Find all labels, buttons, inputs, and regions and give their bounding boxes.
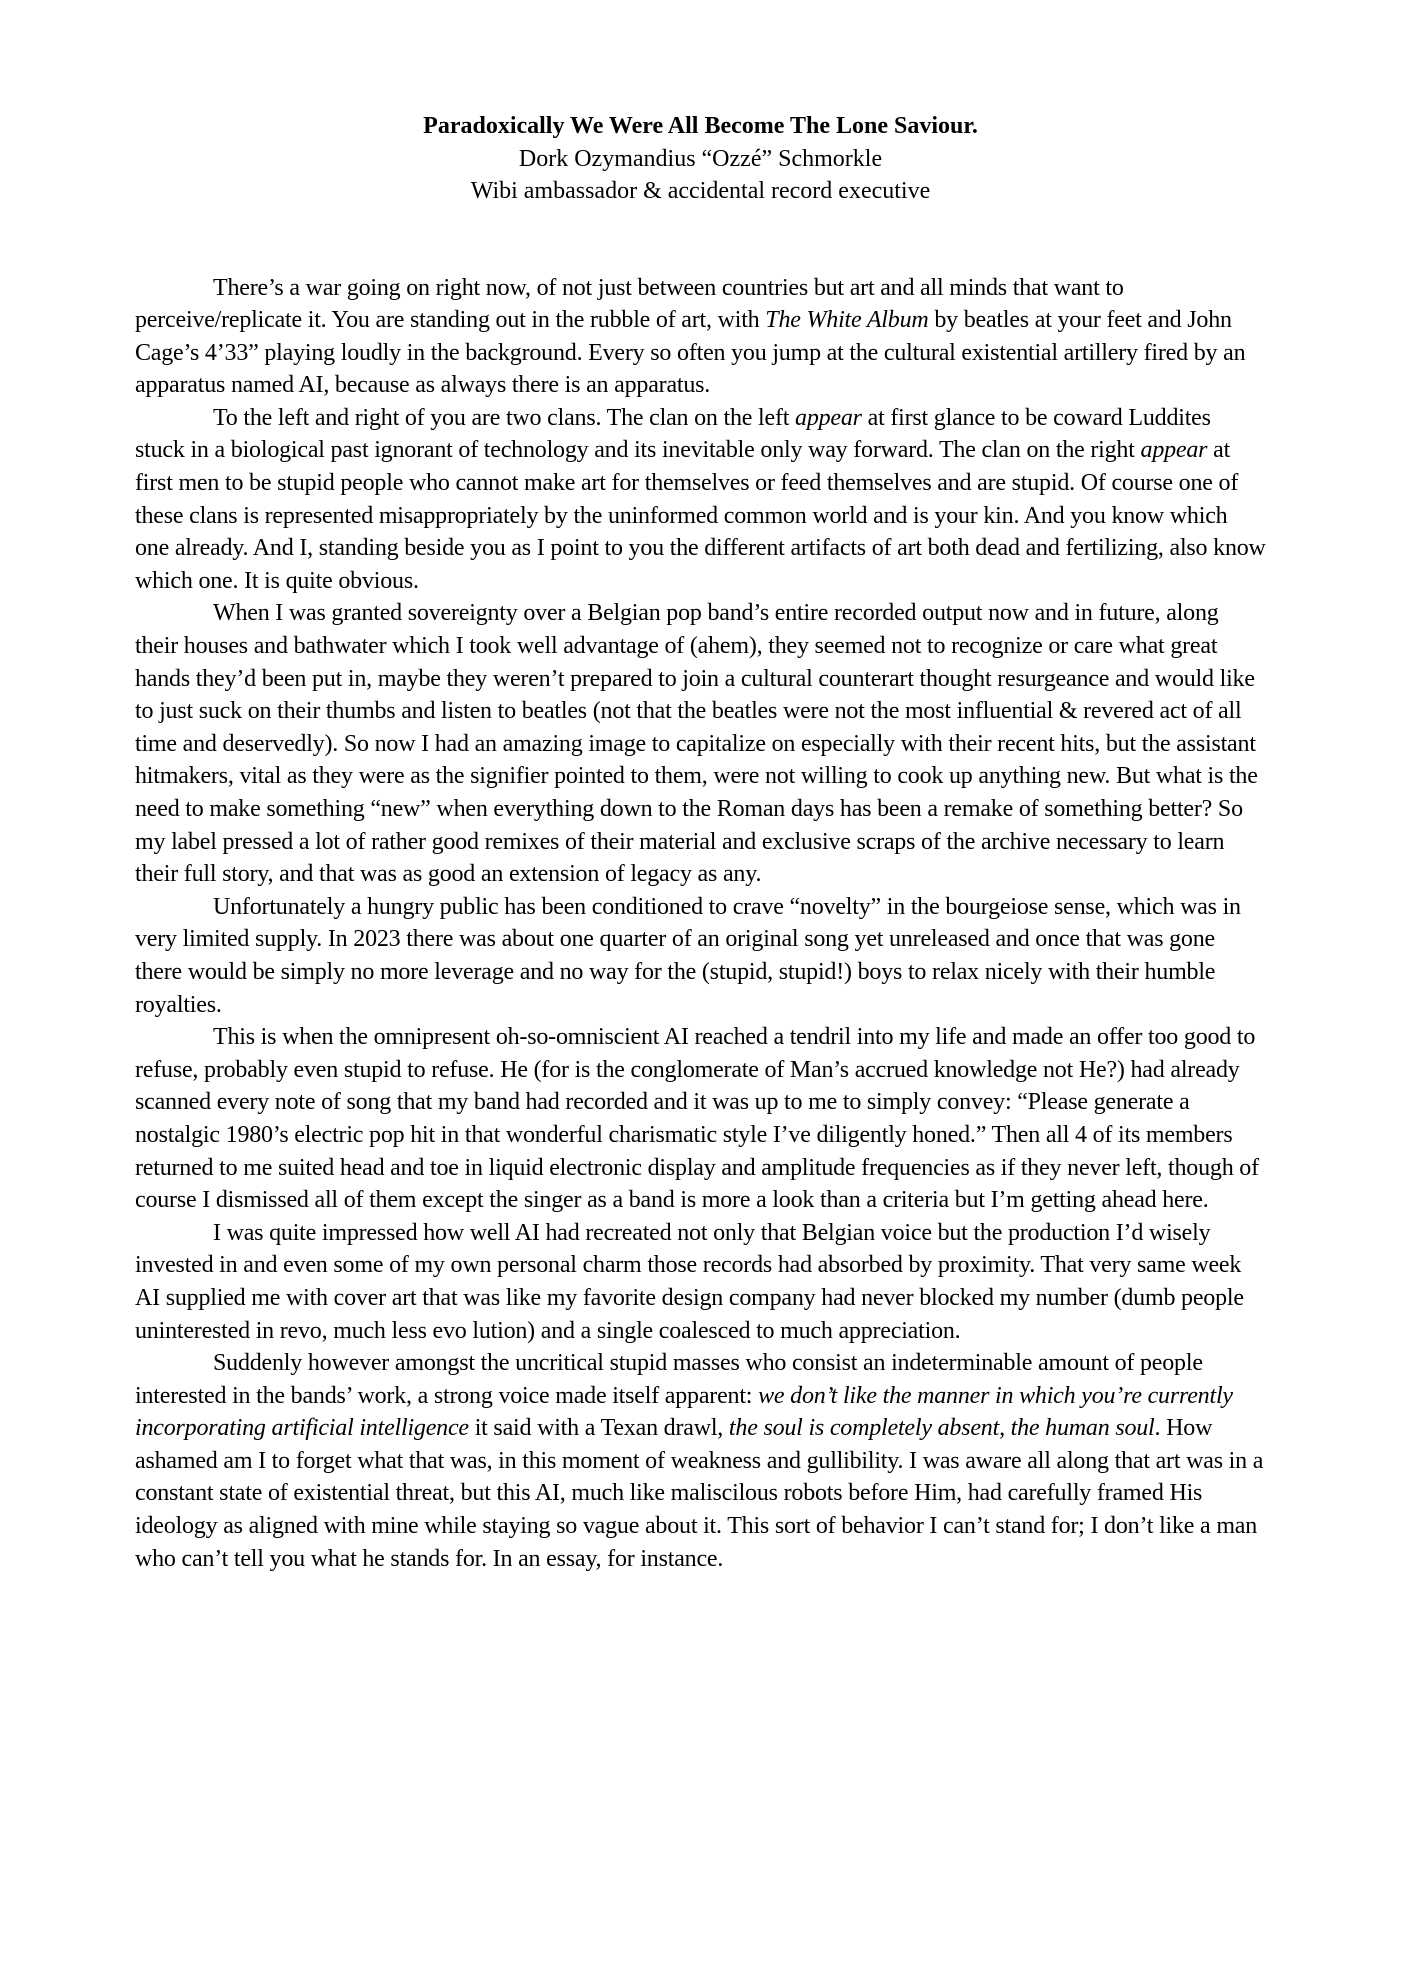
text-run: Suddenly however amongst the uncritical stupid masses who consist an indeterminable amount of people interested in the bands’ work, a strong voice made itself apparent: [135,1350,1203,1409]
italic-text-run: appear [795,404,862,431]
text-run: To the left and right of you are two clans. The clan on the left [213,404,796,431]
text-run: There’s a war going on right now, of not just between countries but art and all minds that want to perceive/replicate it. You are standing out in the rubble of art, with [135,274,1124,334]
essay-paragraph [135,891,1266,1021]
italic-text-run: the soul is completely absent, the human soul [728,1415,1155,1442]
text-run: Unfortunately a hungry public has been conditioned to crave “novelty” in the bourgeiose sense, which was in very limited supply. In 2023 there was about one quarter of an original song yet unreleased and once that was gone there would be simply no more leverage and no way for the (stupid, stupid!) boys to relax nicely with their humble royalties. [135,893,1241,1018]
essay-paragraph [135,597,1266,890]
essay-title: Paradoxically We Were All Become The Lone Saviour. [423,113,978,139]
italic-text-run: The White Album [765,307,929,334]
essay-paragraphs [135,272,1266,1576]
essay-paragraph [135,402,1266,598]
italic-text-run: we don’t like the manner in which you’re currently incorporating artificial intelligence [135,1382,1233,1442]
text-run: at first men to be stupid people who cannot make art for themselves or feed themselves and are stupid. Of course one of these clans is represented misappropriately by the uninformed common world and is your kin. And you know which one already. And I, standing beside you as I point to you the different artifacts of art both dead and fertilizing, also know which one. It is quite obvious. [135,437,1266,594]
essay-header [135,110,1266,208]
essay-paragraph [135,272,1266,402]
text-run: by beatles at your feet and John Cage’s 4’33” playing loudly in the background. Every so often you jump at the cultural existential artillery fired by an apparatus named AI, because as always there is an apparatus. [135,307,1246,399]
essay-paragraph [135,1217,1266,1347]
essay-subtitle: Wibi ambassador & accidental record executive [470,178,931,204]
text-run: When I was granted sovereignty over a Belgian pop band’s entire recorded output now and in future, along their houses and bathwater which I took well advantage of (ahem), they seemed not to recognize or care what great hands they’d been put in, maybe they weren’t prepared to join a cultural counterart thought resurgeance and would like to just suck on their thumbs and listen to beatles (not that the beatles were not the most influential & revered act of all time and deservedly). So now I had an amazing image to capitalize on especially with their recent hits, but the assistant hitmakers, vital as they were as the signifier pointed to them, were not willing to cook up anything new. But what is the need to make something “new” when everything down to the Roman days has been a remake of something better? So my label pressed a lot of rather good remixes of their material and exclusive scraps of the archive necessary to learn their full story, and that was as good an extension of legacy as any. [135,600,1258,888]
essay-author: Dork Ozymandius “Ozzé” Schmorkle [518,145,883,172]
essay-paragraph [135,1021,1266,1217]
text-run: . How ashamed am I to forget what that was, in this moment of weakness and gullibility. I was aware all along that art was in a constant state of existential threat, but this AI, much like maliscilous robots before Him, had carefully framed His ideology as aligned with mine while staying so vague about it. This sort of behavior I can’t stand for; I don’t like a man who can’t tell you what he stands for. In an essay, for instance. [135,1415,1264,1572]
text-run: at first glance to be coward Luddites stuck in a biological past ignorant of technology and its inevitable only way forward. The clan on the right [135,404,1211,464]
text-run: I was quite impressed how well AI had recreated not only that Belgian voice but the production I’d wisely invested in and even some of my own personal charm those records had absorbed by proximity. That very same week AI supplied me with cover art that was like my favorite design company had never blocked my number (dumb people uninterested in revo, much less evo lution) and a single coalesced to much appreciation. [135,1219,1244,1344]
text-run: This is when the omnipresent oh-so-omniscient AI reached a tendril into my life and made an offer too good to refuse, probably even stupid to refuse. He (for is the conglomerate of Man’s accrued knowledge not He?) had already scanned every note of song that my band had recorded and it was up to me to simply convey: “Please generate a nostalgic 1980’s electric pop hit in that wonderful charismatic style I’ve diligently honed.” Then all 4 of its members returned to me suited head and toe in liquid electronic display and amplitude frequencies as if they never left, though of course I dismissed all of them except the singer as a band is more a look than a criteria but I’m getting ahead here. [135,1024,1259,1214]
italic-text-run: appear [1140,437,1208,464]
essay-paragraph [135,1347,1266,1575]
text-run: it said with a Texan drawl, [468,1415,729,1442]
